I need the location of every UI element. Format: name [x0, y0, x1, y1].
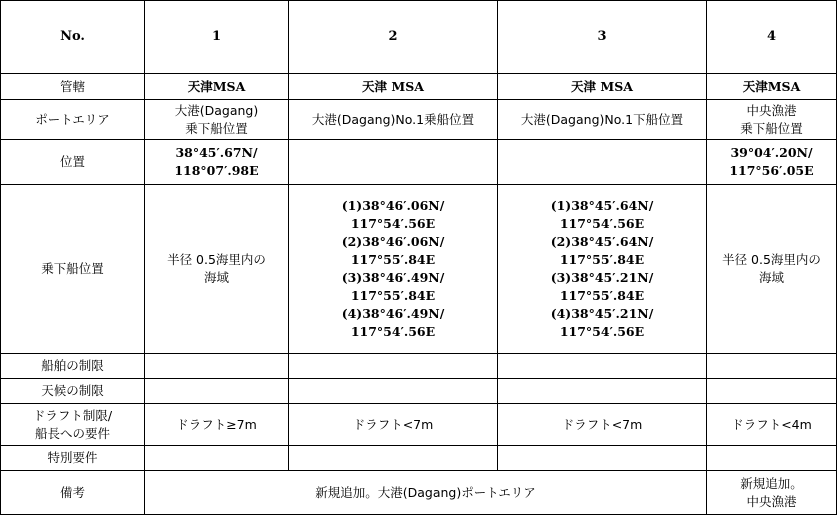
port-area-col-3: [498, 100, 707, 140]
boarding-col-3: [498, 185, 707, 354]
port-area-col-1-line: 乗下船位置: [185, 120, 248, 136]
position-row: [1, 140, 837, 185]
header-col-2: 2: [289, 1, 498, 74]
weather-limits-col-3: [498, 379, 707, 404]
remarks-row: [1, 471, 837, 515]
header-no: No.: [1, 1, 145, 74]
position-col-1-line: 118°07′.98E: [174, 163, 259, 178]
boarding-col-1-line: 海域: [203, 270, 229, 285]
boarding-col-2-line: (3)38°46′.49N/: [341, 270, 445, 285]
ship-limits-col-4: [707, 354, 837, 379]
weather-limits-col-1: [145, 379, 289, 404]
header-col-1: 1: [145, 1, 289, 74]
position-col-4: [707, 140, 837, 185]
special-col-2: [289, 446, 498, 471]
boarding-col-3-line: 117°55′.84E: [559, 252, 645, 267]
position-col-1-line: 38°45′.67N/: [175, 145, 258, 160]
position-col-4-line: 117°56′.05E: [729, 163, 814, 178]
draft-col-1: ドラフト≥7m: [145, 404, 289, 446]
authority-col-3: 天津 MSA: [498, 74, 707, 100]
remarks-col-4: [707, 471, 837, 515]
boarding-col-2-line: 117°54′.56E: [350, 324, 436, 339]
boarding-row: [1, 185, 837, 354]
boarding-col-3-line: (1)38°45′.64N/: [550, 198, 654, 213]
boarding-col-2-line: (4)38°46′.49N/: [341, 306, 445, 321]
port-area-col-3-text: 大港(Dagang)No.1下船位置: [520, 111, 684, 127]
special-col-4: [707, 446, 837, 471]
draft-row: [1, 404, 837, 446]
boarding-col-2-line: 117°55′.84E: [350, 288, 436, 303]
position-label: 位置: [1, 140, 145, 185]
weather-limits-col-2: [289, 379, 498, 404]
authority-label: 管轄: [1, 74, 145, 100]
ship-limits-col-3: [498, 354, 707, 379]
port-area-col-1: [145, 100, 289, 140]
ship-limits-col-2: [289, 354, 498, 379]
port-area-col-4: [707, 100, 837, 140]
weather-limits-label: 天候の制限: [1, 379, 145, 404]
boarding-col-4: [707, 185, 837, 354]
boarding-col-2: [289, 185, 498, 354]
boarding-col-4-line: 半径 0.5海里内の: [722, 252, 821, 267]
special-label: 特別要件: [1, 446, 145, 471]
ship-limits-col-1: [145, 354, 289, 379]
draft-label: [1, 404, 145, 446]
boarding-col-2-line: (2)38°46′.06N/: [341, 234, 445, 249]
position-col-3: [498, 140, 707, 185]
authority-row: [1, 74, 837, 100]
port-area-label: ポートエリア: [1, 100, 145, 140]
special-row: [1, 446, 837, 471]
port-area-col-4-line: 乗下船位置: [740, 120, 803, 136]
special-col-1: [145, 446, 289, 471]
ship-limits-row: [1, 354, 837, 379]
port-area-row: [1, 100, 837, 140]
position-col-1: [145, 140, 289, 185]
authority-col-1: 天津MSA: [145, 74, 289, 100]
remarks-col-1-3: 新規追加。大港(Dagang)ポートエリア: [145, 471, 707, 515]
draft-label-line: 船長への要件: [34, 425, 110, 441]
position-col-2: [289, 140, 498, 185]
special-col-3: [498, 446, 707, 471]
weather-limits-col-4: [707, 379, 837, 404]
draft-col-2: ドラフト<7m: [289, 404, 498, 446]
boarding-col-3-line: (2)38°45′.64N/: [550, 234, 654, 249]
boarding-col-4-line: 海域: [758, 270, 784, 285]
port-area-col-2: [289, 100, 498, 140]
port-area-col-4-line: 中央漁港: [746, 102, 797, 118]
boarding-col-2-line: (1)38°46′.06N/: [341, 198, 445, 213]
draft-label-line: ドラフト制限/: [32, 407, 113, 423]
boarding-col-3-line: 117°54′.56E: [559, 324, 645, 339]
boarding-col-3-line: (3)38°45′.21N/: [550, 270, 654, 285]
remarks-col-4-line: 中央漁港: [746, 493, 797, 509]
boarding-col-2-line: 117°55′.84E: [350, 252, 436, 267]
header-col-4: 4: [707, 1, 837, 74]
port-area-col-2-text: 大港(Dagang)No.1乗船位置: [311, 111, 475, 127]
port-area-col-1-line: 大港(Dagang): [174, 102, 259, 118]
header-col-3: 3: [498, 1, 707, 74]
remarks-col-4-line: 新規追加。: [740, 475, 803, 491]
draft-col-3: ドラフト<7m: [498, 404, 707, 446]
draft-col-4: ドラフト<4m: [707, 404, 837, 446]
boarding-col-1-line: 半径 0.5海里内の: [167, 252, 266, 267]
boarding-col-1: [145, 185, 289, 354]
authority-col-2: 天津 MSA: [289, 74, 498, 100]
authority-col-4: 天津MSA: [707, 74, 837, 100]
boarding-col-3-line: 117°55′.84E: [559, 288, 645, 303]
weather-limits-row: [1, 379, 837, 404]
remarks-label: 備考: [1, 471, 145, 515]
boarding-col-3-line: (4)38°45′.21N/: [550, 306, 654, 321]
position-col-4-line: 39°04′.20N/: [730, 145, 813, 160]
ship-limits-label: 船舶の制限: [1, 354, 145, 379]
boarding-col-2-line: 117°54′.56E: [350, 216, 436, 231]
boarding-col-3-line: 117°54′.56E: [559, 216, 645, 231]
header-row: [1, 1, 837, 74]
boarding-label: 乗下船位置: [1, 185, 145, 354]
